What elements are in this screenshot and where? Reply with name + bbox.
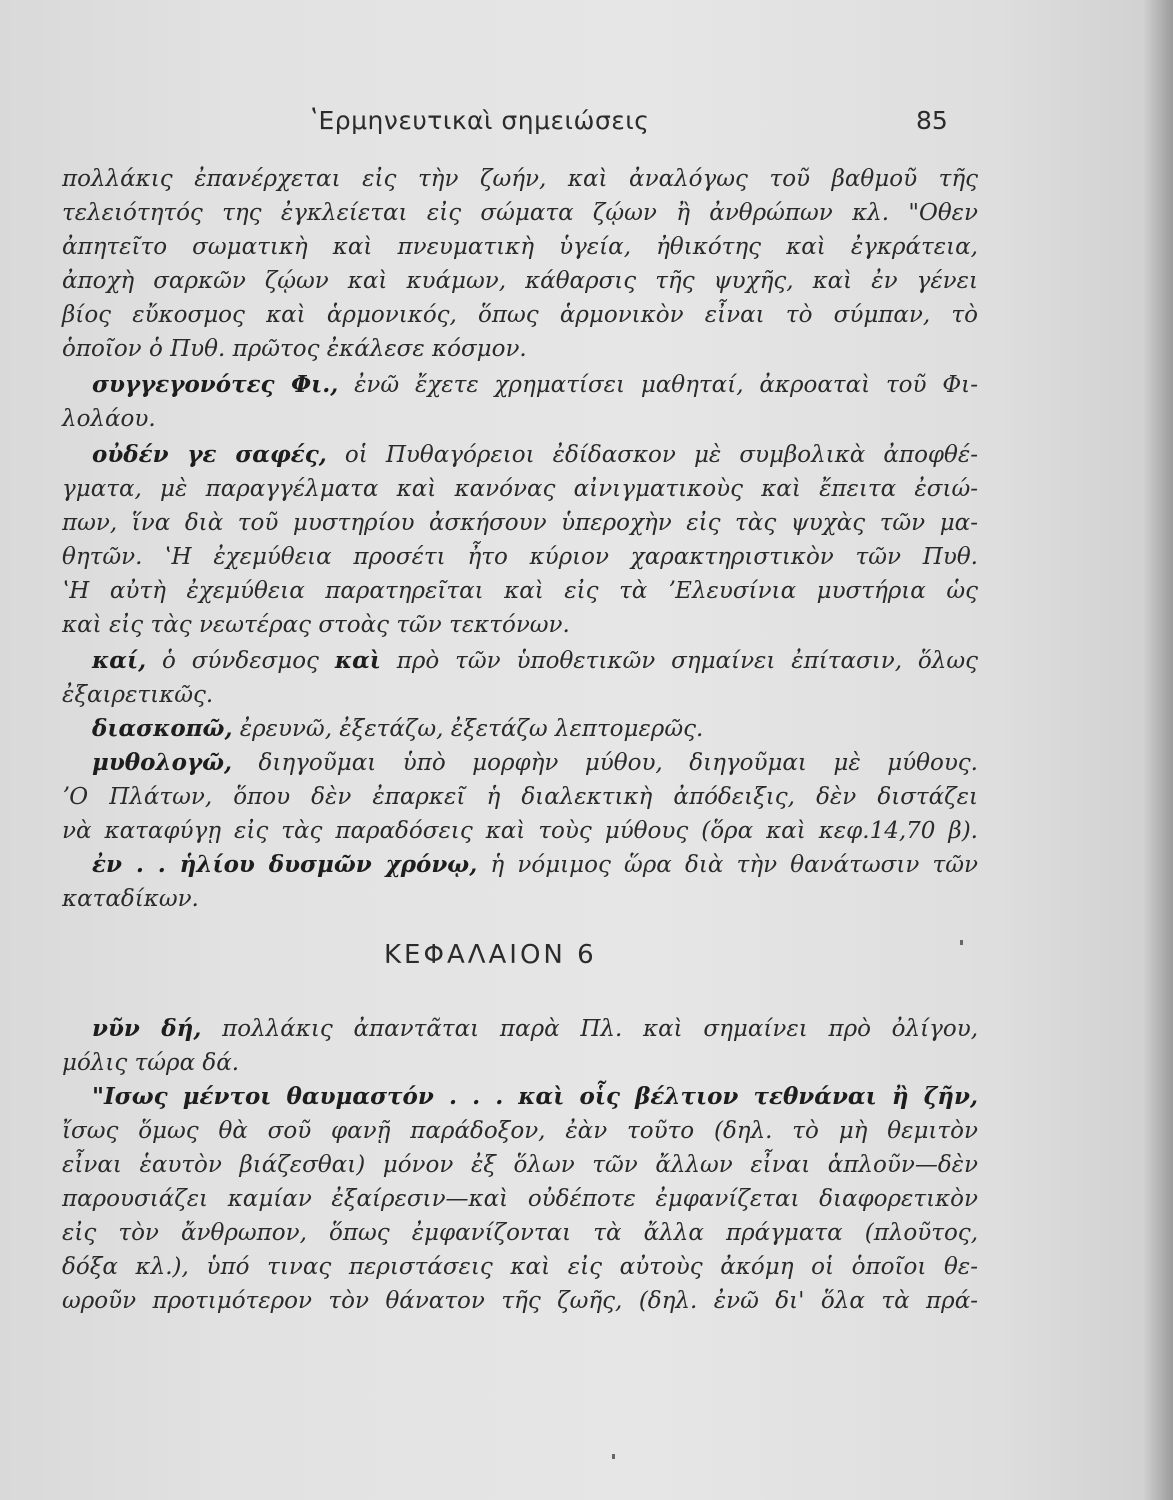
commentary-span: τελειότητός της ἐγκλείεται εἰς σώματα ζῴων ἢ ἀνθρώπων κλ. "Οθεν: [62, 200, 978, 226]
commentary-span: καὶ εἰς τὰς νεωτέρας στοὰς τῶν τεκτόνων.: [62, 612, 570, 638]
commentary-span: δόξα κλ.), ὑπό τινας περιστάσεις καὶ εἰς αὐτοὺς ἀκόμη οἱ ὁποῖοι θε-: [62, 1254, 978, 1280]
text-line: [92, 370, 978, 400]
commentary-span: παρουσιάζει καμίαν ἐξαίρεσιν—καὶ οὐδέποτε ἐμφανίζεται διαφορετικὸν: [62, 1186, 978, 1212]
text-line: [62, 1184, 978, 1214]
text-line: [62, 610, 978, 640]
text-line: [92, 646, 978, 676]
commentary-span: ἡ νόμιμος ὥρα διὰ τὴν θανάτωσιν τῶν: [477, 852, 978, 878]
lemma-term: νῦν δή,: [92, 1015, 202, 1042]
commentary-span: ʼΟ Πλάτων, ὅπου δὲν ἐπαρκεῖ ἡ διαλεκτικὴ ἀπόδειξις, δὲν διστάζει: [62, 784, 978, 810]
text-line: [62, 782, 978, 812]
text-line: [62, 542, 978, 572]
lemma-term: ἐν . . ἡλίου δυσμῶν χρόνῳ,: [92, 851, 478, 878]
commentary-span: πων, ἵνα διὰ τοῦ μυστηρίου ἀσκήσουν ὑπεροχὴν εἰς τὰς ψυχὰς τῶν μα-: [62, 510, 978, 536]
page-edge-shadow: [1143, 0, 1173, 1500]
text-line: [62, 1116, 978, 1146]
text-line: [62, 680, 978, 710]
commentary-span: εἶναι ἑαυτὸν βιάζεσθαι) μόνον ἐξ ὅλων τῶν ἄλλων εἶναι ἁπλοῦν—δὲν: [62, 1152, 978, 1178]
commentary-span: ἀπητεῖτο σωματικὴ καὶ πνευματικὴ ὑγεία, ἠθικότης καὶ ἐγκράτεια,: [62, 234, 978, 260]
commentary-span: διηγοῦμαι ὑπὸ μορφὴν μύθου, διηγοῦμαι μὲ μύθους.: [232, 750, 978, 776]
page-number: 85: [916, 106, 948, 135]
text-line: [62, 404, 978, 434]
lemma-term: συγγεγονότες Φι.,: [92, 371, 339, 398]
text-line: [92, 850, 978, 880]
chapter-title: ΚΕΦΑΛΑΙΟΝ 6: [384, 940, 597, 970]
lemma-term: οὐδέν γε σαφές,: [92, 441, 327, 468]
text-line: [62, 1218, 978, 1248]
commentary-span: πολλάκις ἐπανέρχεται εἰς τὴν ζωήν, καὶ ἀναλόγως τοῦ βαθμοῦ τῆς: [62, 166, 978, 192]
commentary-span: ἐνῶ ἔχετε χρηματίσει μαθηταί, ἀκροαταὶ τοῦ Φι-: [338, 372, 978, 398]
text-line: [62, 266, 978, 296]
commentary-span: νὰ καταφύγῃ εἰς τὰς παραδόσεις καὶ τοὺς μύθους (ὅρα καὶ κεφ.14,70 β).: [62, 818, 978, 844]
text-line: [62, 300, 978, 330]
text-line: [92, 748, 978, 778]
lemma-term: "Ισως μέντοι θαυμαστόν . . . καὶ οἷς βέλτιον τεθνάναι ἢ ζῆν,: [92, 1083, 978, 1110]
lemma-term: καὶ: [334, 647, 381, 674]
commentary-span: ἀποχὴ σαρκῶν ζῴων καὶ κυάμων, κάθαρσις τῆς ψυχῆς, καὶ ἐν γένει: [62, 268, 978, 294]
text-line: [62, 576, 978, 606]
running-head: ʽΕρμηνευτικαὶ σημειώσεις: [310, 106, 650, 135]
commentary-span: ὁ σύνδεσμος: [146, 648, 335, 674]
commentary-span: γματα, μὲ παραγγέλματα καὶ κανόνας αἰνιγματικοὺς καὶ ἔπειτα ἐσιώ-: [62, 476, 978, 502]
commentary-span: λολάου.: [62, 406, 156, 432]
text-line: [62, 164, 978, 194]
commentary-span: ὁποῖον ὁ Πυθ. πρῶτος ἐκάλεσε κόσμον.: [62, 336, 527, 362]
commentary-span: ἐξαιρετικῶς.: [62, 682, 214, 708]
commentary-span: πολλάκις ἀπαντᾶται παρὰ Πλ. καὶ σημαίνει πρὸ ὀλίγου,: [201, 1016, 979, 1042]
lemma-term: διασκοπῶ,: [92, 715, 233, 742]
commentary-span: οἱ Πυθαγόρειοι ἐδίδασκον μὲ συμβολικὰ ἀποφθέ-: [326, 442, 978, 468]
commentary-span: βίος εὔκοσμος καὶ ἁρμονικός, ὅπως ἁρμονικὸν εἶναι τὸ σύμπαν, τὸ: [62, 302, 978, 328]
text-line: [62, 474, 978, 504]
text-line: [62, 884, 978, 914]
text-line: [62, 1286, 978, 1316]
text-line: [62, 1048, 978, 1078]
commentary-span: ʽΗ αὐτὴ ἐχεμύθεια παρατηρεῖται καὶ εἰς τὰ ʼΕλευσίνια μυστήρια ὡς: [62, 578, 978, 604]
commentary-span: θητῶν. ʽΗ ἐχεμύθεια προσέτι ἦτο κύριον χαρακτηριστικὸν τῶν Πυθ.: [62, 544, 978, 570]
commentary-span: εἰς τὸν ἄνθρωπον, ὅπως ἐμφανίζονται τὰ ἄλλα πράγματα (πλοῦτος,: [62, 1220, 978, 1246]
text-line: [92, 1014, 978, 1044]
text-line: [62, 334, 978, 364]
text-line: [62, 1150, 978, 1180]
commentary-span: μόλις τώρα δά.: [62, 1050, 240, 1076]
print-speck: [612, 1454, 615, 1459]
text-line: [62, 232, 978, 262]
print-speck: [960, 940, 963, 945]
lemma-term: μυθολογῶ,: [92, 749, 233, 776]
text-line: [62, 816, 978, 846]
lemma-term: καί,: [92, 647, 147, 674]
text-line: [92, 440, 978, 470]
text-line: [62, 508, 978, 538]
text-line: [92, 714, 978, 744]
commentary-span: ωροῦν προτιμότερον τὸν θάνατον τῆς ζωῆς, (δηλ. ἐνῶ δι' ὅλα τὰ πρά-: [62, 1288, 978, 1314]
commentary-span: πρὸ τῶν ὑποθετικῶν σημαίνει ἐπίτασιν, ὅλως: [380, 648, 978, 674]
commentary-span: ἐρευνῶ, ἐξετάζω, ἐξετάζω λεπτομερῶς.: [232, 716, 704, 742]
commentary-span: καταδίκων.: [62, 886, 199, 912]
text-line: [92, 1082, 978, 1112]
commentary-span: ἴσως ὅμως θὰ σοῦ φανῇ παράδοξον, ἐὰν τοῦτο (δηλ. τὸ μὴ θεμιτὸν: [62, 1118, 978, 1144]
text-line: [62, 1252, 978, 1282]
text-line: [62, 198, 978, 228]
